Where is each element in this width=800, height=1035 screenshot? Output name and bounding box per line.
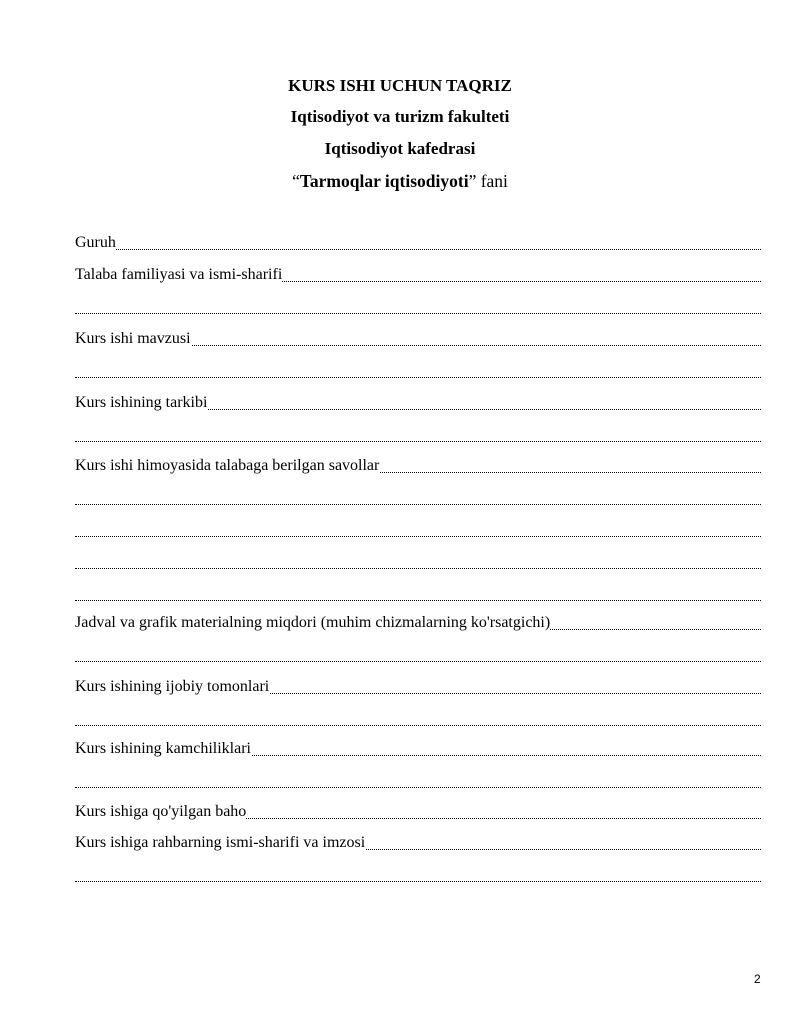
dotted-leader: [75, 441, 761, 442]
dotted-leader: [75, 313, 761, 314]
faculty-name: Iqtisodiyot va turizm fakulteti: [290, 107, 510, 126]
dotted-leader: [75, 661, 761, 662]
field-positive-cont[interactable]: [75, 709, 761, 729]
field-grade[interactable]: [75, 802, 761, 822]
field-topic-cont[interactable]: [75, 361, 761, 381]
field-positive-label: Kurs ishining ijobiy tomonlari: [75, 678, 270, 695]
subject-line: [0, 171, 800, 191]
field-defense-questions-label: Kurs ishi himoyasida talabaga berilgan savollar: [75, 457, 380, 474]
field-student-name[interactable]: [75, 265, 761, 285]
field-supervisor[interactable]: [75, 833, 761, 853]
field-tables-graphics-cont[interactable]: [75, 645, 761, 665]
page-number: 2: [754, 972, 761, 986]
dotted-leader: [75, 568, 761, 569]
department-name: Iqtisodiyot kafedrasi: [324, 139, 476, 158]
field-tables-graphics[interactable]: [75, 613, 761, 633]
field-student-name-cont[interactable]: [75, 297, 761, 317]
field-structure-label: Kurs ishining tarkibi: [75, 394, 208, 411]
subject-suffix: ” fani: [468, 171, 508, 191]
field-student-name-label: Talaba familiyasi va ismi-sharifi: [75, 266, 283, 283]
field-positive[interactable]: [75, 677, 761, 697]
dotted-leader: [75, 377, 761, 378]
dotted-leader: [75, 504, 761, 505]
subject-name: Tarmoqlar iqtisodiyoti: [299, 171, 469, 191]
field-shortcomings-label: Kurs ishining kamchiliklari: [75, 740, 251, 757]
dotted-leader: [75, 600, 761, 601]
dotted-leader: [75, 725, 761, 726]
document-title: KURS ISHI UCHUN TAQRIZ: [288, 76, 512, 95]
dotted-leader: [75, 881, 761, 882]
field-defense-questions-cont-4[interactable]: [75, 584, 761, 604]
field-defense-questions-cont-3[interactable]: [75, 552, 761, 572]
field-shortcomings[interactable]: [75, 739, 761, 759]
dotted-leader: [75, 787, 761, 788]
field-topic-label: Kurs ishi mavzusi: [75, 330, 191, 347]
field-group[interactable]: [75, 233, 761, 253]
field-supervisor-label: Kurs ishiga rahbarning ismi-sharifi va imzosi: [75, 834, 366, 851]
subject-open-quote: “: [292, 171, 300, 191]
field-group-label: Guruh: [75, 234, 116, 251]
field-grade-label: Kurs ishiga qo'yilgan baho: [75, 803, 247, 820]
field-defense-questions-cont-1[interactable]: [75, 488, 761, 508]
dotted-leader: [75, 249, 761, 250]
field-tables-graphics-label: Jadval va grafik materialning miqdori (muhim chizmalarning ko'rsatgichi): [75, 614, 551, 631]
field-supervisor-cont[interactable]: [75, 865, 761, 885]
field-defense-questions[interactable]: [75, 456, 761, 476]
field-structure[interactable]: [75, 393, 761, 413]
field-shortcomings-cont[interactable]: [75, 771, 761, 791]
dotted-leader: [75, 536, 761, 537]
field-topic[interactable]: [75, 329, 761, 349]
field-structure-cont[interactable]: [75, 425, 761, 445]
field-defense-questions-cont-2[interactable]: [75, 520, 761, 540]
